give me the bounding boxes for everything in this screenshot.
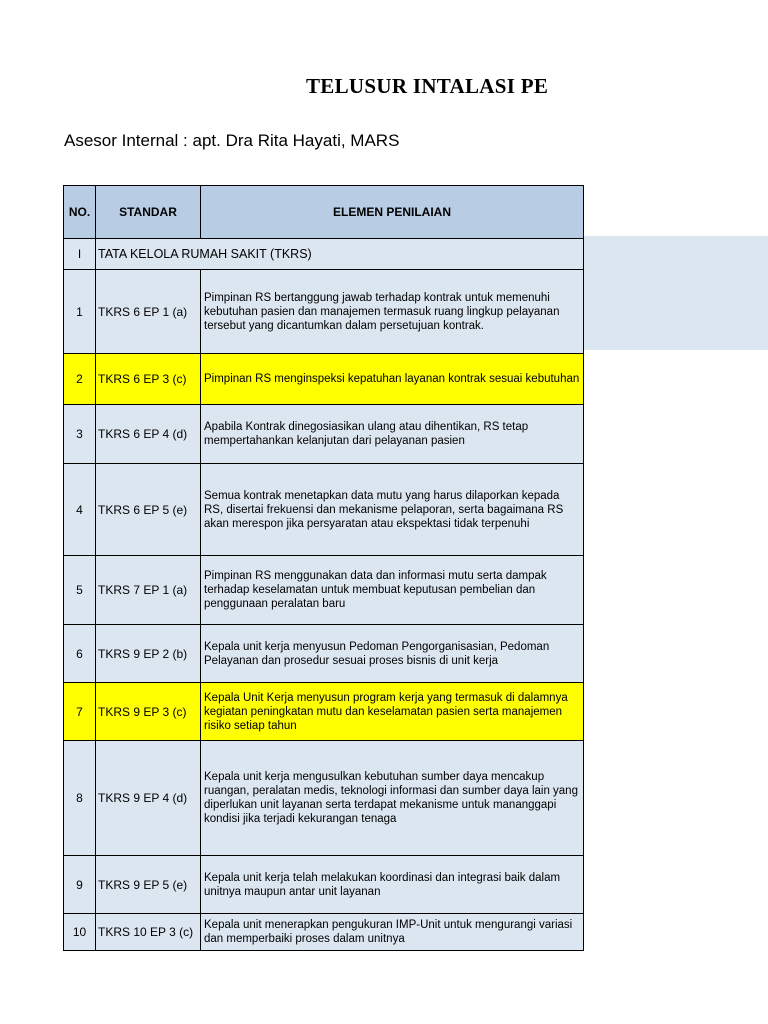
assessment-table — [63, 185, 584, 951]
row-standar: TKRS 9 EP 2 (b) — [96, 625, 201, 683]
row-standar: TKRS 6 EP 3 (c) — [96, 354, 201, 405]
row-elemen: Pimpinan RS bertanggung jawab terhadap kontrak untuk memenuhi kebutuhan pasien dan manajemen termasuk ruang lingkup pelayanan tersebut yang dicantumkan dalam persetujuan kontrak. — [201, 270, 584, 354]
table-header-row — [64, 186, 584, 239]
section-title: TATA KELOLA RUMAH SAKIT (TKRS) — [96, 239, 584, 270]
table-row-highlighted — [64, 683, 584, 741]
table-row — [64, 464, 584, 556]
table-row — [64, 741, 584, 856]
table-row — [64, 405, 584, 464]
row-number: 5 — [64, 556, 96, 625]
row-standar: TKRS 7 EP 1 (a) — [96, 556, 201, 625]
header-elemen: ELEMEN PENILAIAN — [201, 186, 584, 239]
row-standar: TKRS 9 EP 5 (e) — [96, 856, 201, 914]
row-elemen: Kepala unit menerapkan pengukuran IMP-Unit untuk mengurangi variasi dan memperbaiki proses dalam unitnya — [201, 914, 584, 951]
assessor-line: Asesor Internal : apt. Dra Rita Hayati, MARS — [64, 131, 400, 150]
row-elemen: Pimpinan RS menggunakan data dan informasi mutu serta dampak terhadap keselamatan untuk membuat keputusan pembelian dan penggunaan peralatan baru — [201, 556, 584, 625]
row-standar: TKRS 6 EP 1 (a) — [96, 270, 201, 354]
table-row — [64, 556, 584, 625]
header-no: NO. — [64, 186, 96, 239]
header-standar: STANDAR — [96, 186, 201, 239]
table-row — [64, 856, 584, 914]
row-standar: TKRS 9 EP 3 (c) — [96, 683, 201, 741]
row-elemen: Pimpinan RS menginspeksi kepatuhan layanan kontrak sesuai kebutuhan — [201, 354, 584, 405]
table-row — [64, 625, 584, 683]
row-number: 4 — [64, 464, 96, 556]
row-elemen: Apabila Kontrak dinegosiasikan ulang atau dihentikan, RS tetap mempertahankan kelanjutan dari pelayanan pasien — [201, 405, 584, 464]
row-standar: TKRS 10 EP 3 (c) — [96, 914, 201, 951]
row-elemen: Kepala Unit Kerja menyusun program kerja yang termasuk di dalamnya kegiatan peningkatan mutu dan keselamatan pasien serta manajemen risiko setiap tahun — [201, 683, 584, 741]
row-standar: TKRS 6 EP 4 (d) — [96, 405, 201, 464]
row-standar: TKRS 6 EP 5 (e) — [96, 464, 201, 556]
row-elemen: Kepala unit kerja telah melakukan koordinasi dan integrasi baik dalam unitnya maupun antar unit layanan — [201, 856, 584, 914]
row-elemen: Kepala unit kerja menyusun Pedoman Pengorganisasian, Pedoman Pelayanan dan prosedur sesuai proses bisnis di unit kerja — [201, 625, 584, 683]
row-number: 6 — [64, 625, 96, 683]
table-row — [64, 914, 584, 951]
row-number: 1 — [64, 270, 96, 354]
section-row — [64, 239, 584, 270]
row-number: 9 — [64, 856, 96, 914]
row-number: 3 — [64, 405, 96, 464]
row-elemen: Semua kontrak menetapkan data mutu yang harus dilaporkan kepada RS, disertai frekuensi dan mekanisme pelaporan, serta bagaimana RS akan merespon jika persyaratan atau ekspektasi tidak terpenuhi — [201, 464, 584, 556]
row-elemen: Kepala unit kerja mengusulkan kebutuhan sumber daya mencakup ruangan, peralatan medis, teknologi informasi dan sumber daya lain yang diperlukan unit layanan serta terdapat mekanisme untuk mananggapi kondisi jika terjadi kekurangan tenaga — [201, 741, 584, 856]
side-fill-band — [582, 236, 768, 350]
row-number: 8 — [64, 741, 96, 856]
row-number: 2 — [64, 354, 96, 405]
section-number: I — [64, 239, 96, 270]
table-row-highlighted — [64, 354, 584, 405]
row-standar: TKRS 9 EP 4 (d) — [96, 741, 201, 856]
page-title: TELUSUR INTALASI PE — [306, 74, 549, 98]
row-number: 7 — [64, 683, 96, 741]
row-number: 10 — [64, 914, 96, 951]
table-row — [64, 270, 584, 354]
